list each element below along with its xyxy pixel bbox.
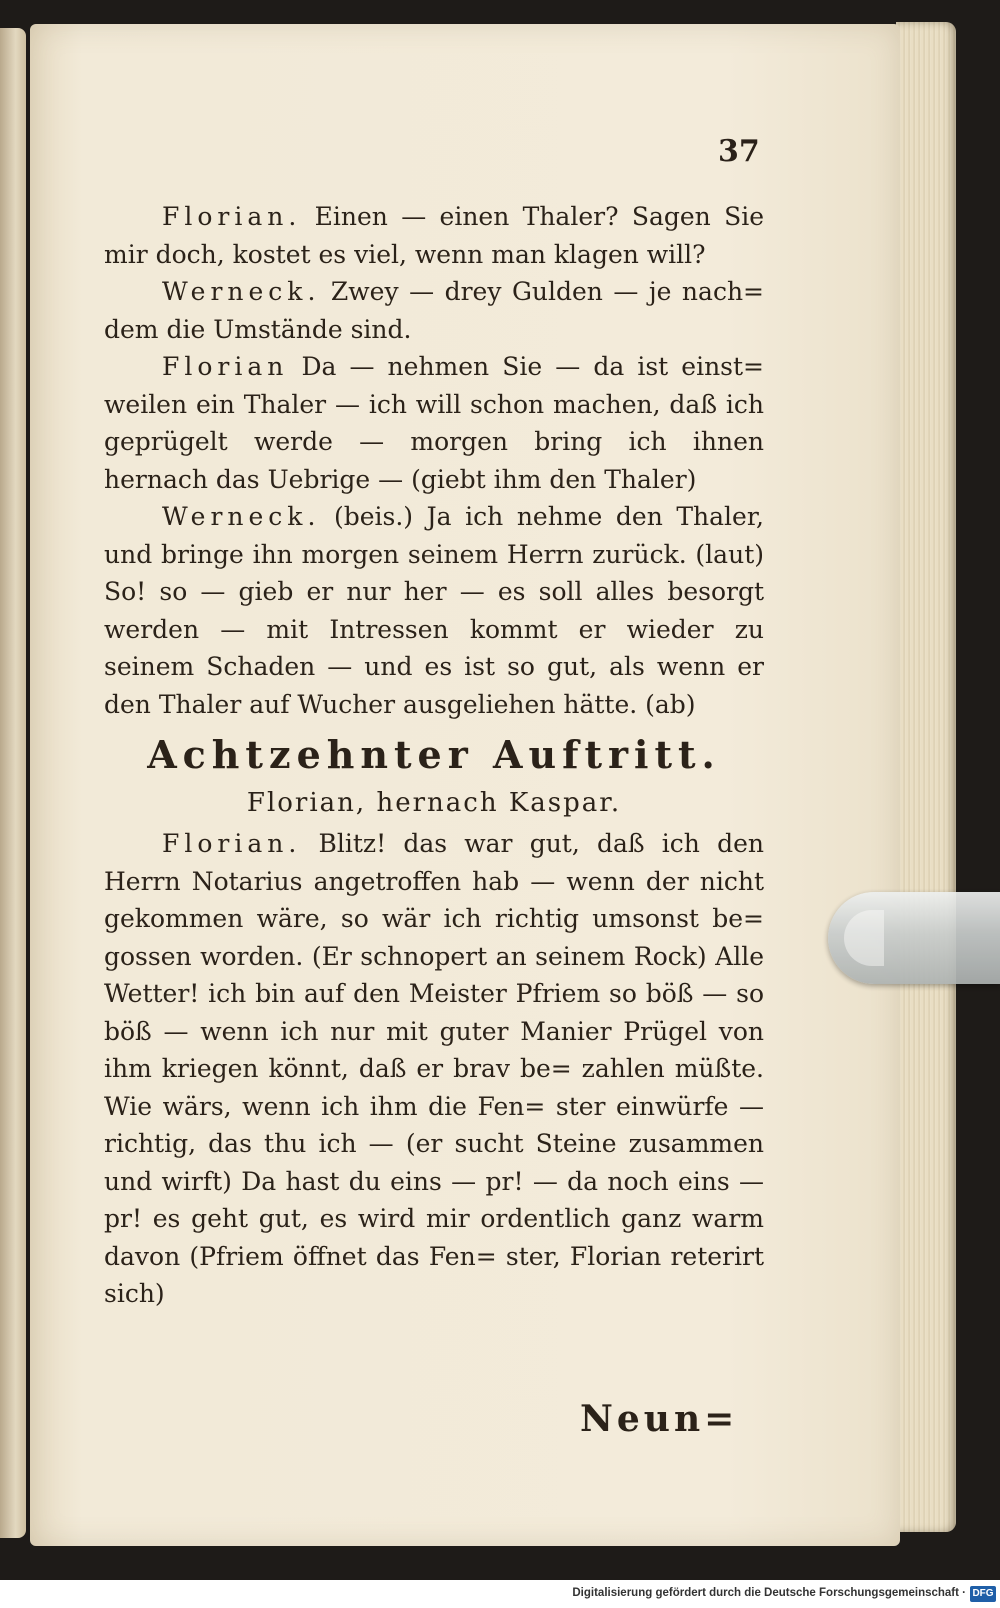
book-page-edges [896,22,956,1532]
page-clip [828,892,1000,984]
digitization-footer [0,1582,1000,1608]
page-number: 37 [718,134,760,169]
catchword: Neun= [580,1398,739,1440]
dialogue-text: Da — nehmen Sie — da ist einst= weilen ein Thaler — ich will schon machen, daß ich geprügelt werde — morgen bring ich ihnen hernach das Uebrige — (giebt ihm den Thaler) [104,352,764,494]
speaker-name: Florian. [162,202,302,231]
dialogue-text: Blitz! das war gut, daß ich den Herrn Notarius angetroffen hab — wenn der nicht gekommen wäre, so wär ich richtig umsonst be= gossen worden. (Er schnopert an seinem Rock) Alle Wetter! ich bin auf den Meister Pfriem so böß — so böß — wenn ich nur mit guter Manier Prügel von ihm kriegen könnt, daß er brav be= zahlen müßte. Wie wärs, wenn ich ihm die Fen= ster einwürfe — richtig, das thu ich — (er sucht Steine zusammen und wirft) Da hast du eins — pr! — da noch eins — pr! es geht gut, es wird mir ordentlich ganz warm davon (Pfriem öffnet das Fen= ster, Florian reterirt sich) [104,829,764,1308]
speaker-name: Werneck. [162,502,321,531]
scene-cast: Florian, hernach Kaspar. [246,788,622,818]
dialogue-paragraph [104,273,764,348]
dialogue-text: Zwey — drey Gulden — je nach= dem die Umstände sind. [104,277,764,344]
speaker-name: Florian. [162,829,302,858]
scene-heading: Achtzehnter Auftritt. [147,732,721,777]
speaker-name: Florian [162,352,289,381]
dialogue-text: (beis.) Ja ich nehme den Thaler, und bringe ihn morgen seinem Herrn zurück. (laut) So! so — gieb er nur her — es soll alles besorgt werden — mit Intressen kommt er wieder zu seinem Schaden — und es ist so gut, als wenn er den Thaler auf Wucher ausgeliehen hätte. (ab) [104,502,764,719]
dfg-logo: DFG [970,1586,996,1602]
dialogue-paragraph [104,498,764,723]
dialogue-paragraph [104,348,764,498]
dialogue-paragraph [104,198,764,273]
dialogue-text: Einen — einen Thaler? Sagen Sie mir doch, kostet es viel, wenn man klagen will? [104,202,764,269]
funding-credit: Digitalisierung gefördert durch die Deutsche Forschungsgemeinschaft · [572,1587,966,1599]
left-page-edge [0,28,26,1538]
speaker-name: Werneck. [162,277,321,306]
page-text [104,198,764,1313]
dialogue-paragraph [104,825,764,1313]
